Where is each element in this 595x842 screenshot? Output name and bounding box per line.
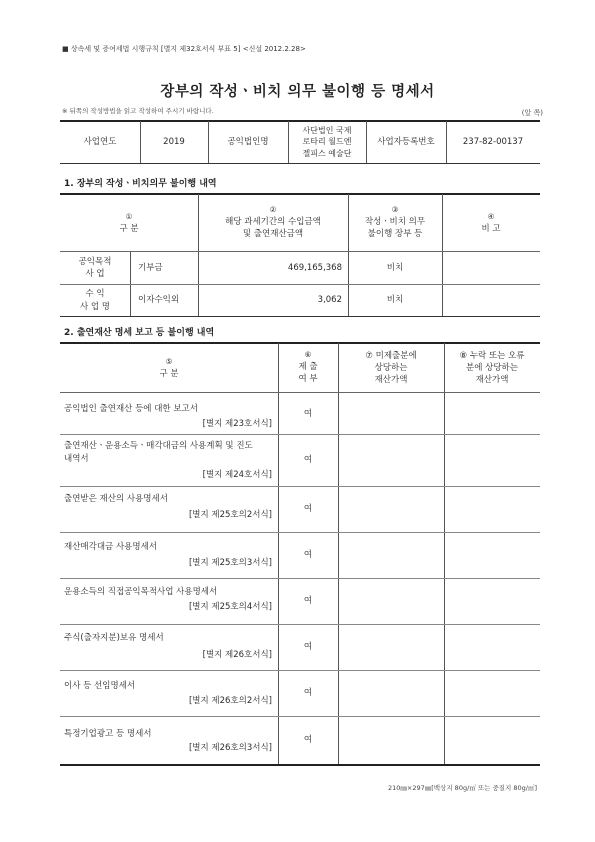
s2-row-submitted: 여 xyxy=(303,688,313,699)
s1-row-remark xyxy=(442,252,540,284)
corp-name-line: 사단법인 국제 xyxy=(302,125,352,135)
s2-row-form: [별지 제25호의2서식] xyxy=(188,510,272,520)
s2-row-form: [별지 제26호서식] xyxy=(202,650,272,660)
bottom-rule xyxy=(60,764,540,766)
s1-row-sub: 이자수익외 xyxy=(138,295,180,306)
s2-row-unsubmitted xyxy=(338,533,444,578)
s2-row-omitted xyxy=(444,533,540,578)
s2-header-omitted xyxy=(444,344,540,392)
s2-row-label: 출연받은 재산의 사용명세서 xyxy=(64,494,168,504)
cat-line: 수 익 xyxy=(85,289,105,300)
circle-num: ④ xyxy=(487,212,495,222)
header-text: 및 출연재산금액 xyxy=(242,229,304,240)
divider xyxy=(60,316,540,317)
s2-row-submitted: 여 xyxy=(303,550,313,561)
header-text: 재산가액 xyxy=(475,375,509,386)
s2-row-omitted xyxy=(444,435,540,486)
header-text: ⑧ 누락 또는 오류 xyxy=(459,350,525,361)
s1-header-amount xyxy=(198,196,348,250)
cat-line: 사 업 명 xyxy=(79,301,111,312)
corp-name-value xyxy=(288,121,366,163)
corp-name-label: 공익법인명 xyxy=(227,136,269,147)
page-title: 장부의 작성ㆍ비치 의무 불이행 등 명세서 xyxy=(160,84,435,100)
circle-num: ⑥ xyxy=(304,350,312,360)
s2-row-form: [별지 제25호의4서식] xyxy=(188,602,272,612)
s2-header-unsubmitted xyxy=(338,344,444,392)
header-text: 재산가액 xyxy=(374,375,408,386)
s2-header-category xyxy=(60,348,278,390)
s1-row-status: 비치 xyxy=(386,262,404,273)
s1-row-category xyxy=(60,252,130,284)
s2-row-omitted xyxy=(444,671,540,716)
s1-row-sub: 기부금 xyxy=(138,262,163,273)
section2-title: 2. 출연재산 명세 보고 등 불이행 내역 xyxy=(64,328,215,338)
s2-row-form: [별지 제24호서식] xyxy=(202,470,272,480)
s2-row-label: 이사 등 선임명세서 xyxy=(64,681,136,691)
s2-row-label: 공익법인 출연재산 등에 대한 보고서 xyxy=(64,404,198,414)
corp-name-line: 로타리 월드엔 xyxy=(302,137,352,147)
page-side-label: (앞 쪽) xyxy=(521,109,543,117)
s1-row-category xyxy=(60,285,130,316)
s2-header-submitted xyxy=(278,344,338,392)
s2-row-omitted xyxy=(444,717,540,764)
circle-num: ⑤ xyxy=(165,357,173,367)
s2-row-label: 출연재산ㆍ운용소득ㆍ매각대금의 사용계획 및 진도 xyxy=(64,441,253,451)
year-value: 2019 xyxy=(163,136,185,147)
header-text: 구 분 xyxy=(159,369,179,380)
s2-row-label: 내역서 xyxy=(64,454,89,464)
s1-row-status: 비치 xyxy=(386,295,404,306)
s1-header-ledger xyxy=(348,196,442,250)
corp-name-line: 젤피스 예술단 xyxy=(302,148,352,158)
s1-header-category xyxy=(60,200,198,248)
year-label: 사업연도 xyxy=(83,136,117,147)
s2-row-unsubmitted xyxy=(338,579,444,624)
regulation-header: ■ 상속세 및 증여세법 시행규칙 [별지 제32호서식 부표 5] <신설 2012.2.28> xyxy=(62,45,306,53)
s2-row-unsubmitted xyxy=(338,717,444,764)
header-text: 제 출 xyxy=(298,362,318,373)
s2-row-unsubmitted xyxy=(338,393,444,435)
s2-row-submitted: 여 xyxy=(303,408,313,419)
instruction-note: ※ 뒤쪽의 작성방법을 읽고 작성하여 주시기 바랍니다. xyxy=(62,107,214,115)
reg-number-value: 237-82-00137 xyxy=(462,136,524,147)
s2-row-omitted xyxy=(444,393,540,435)
s2-row-unsubmitted xyxy=(338,625,444,670)
s2-row-form: [별지 제25호의3서식] xyxy=(188,558,272,568)
section1-title: 1. 장부의 작성ㆍ비치의무 불이행 내역 xyxy=(64,179,217,189)
header-text: ⑦ 미제출분에 xyxy=(365,350,417,361)
header-text: 불이행 장부 등 xyxy=(367,229,423,240)
s1-row-remark xyxy=(442,285,540,316)
s2-row-submitted: 여 xyxy=(303,642,313,653)
header-text: 구 분 xyxy=(119,224,139,235)
circle-num: ② xyxy=(269,205,277,215)
paper-spec-footer: 210㎜×297㎜[백상지 80g/㎡ 또는 중질지 80g/㎡] xyxy=(387,784,537,792)
s1-header-remark xyxy=(442,200,540,248)
header-text: 상당하는 xyxy=(374,362,408,373)
s2-row-label: 주식(출자지분)보유 명세서 xyxy=(64,633,164,643)
header-text: 해당 과세기간의 수입금액 xyxy=(225,217,321,228)
s2-row-omitted xyxy=(444,579,540,624)
cat-line: 사 업 xyxy=(85,269,105,279)
s2-row-submitted: 여 xyxy=(303,504,313,515)
reg-number-label: 사업자등록번호 xyxy=(377,136,435,147)
s2-row-form: [별지 제23호서식] xyxy=(202,419,272,429)
s1-row-amount: 469,165,368 xyxy=(287,262,342,273)
s2-row-unsubmitted xyxy=(338,435,444,486)
s2-row-form: [별지 제26호의3서식] xyxy=(188,743,272,753)
header-text: 작성ㆍ비치 의무 xyxy=(364,217,426,228)
s1-row-amount: 3,062 xyxy=(317,295,342,306)
s2-row-unsubmitted xyxy=(338,487,444,532)
s2-row-submitted: 여 xyxy=(303,596,313,607)
s2-row-unsubmitted xyxy=(338,671,444,716)
s2-row-submitted: 여 xyxy=(303,455,313,466)
s2-row-label: 특정기업광고 등 명세서 xyxy=(64,729,152,739)
s2-row-label: 운용소득의 직접공익목적사업 사용명세서 xyxy=(64,587,218,597)
s2-row-form: [별지 제26호의2서식] xyxy=(188,696,272,706)
s2-row-omitted xyxy=(444,487,540,532)
circle-num: ① xyxy=(125,212,133,222)
s2-row-submitted: 여 xyxy=(303,735,313,746)
header-text: 분에 상당하는 xyxy=(466,362,518,373)
cat-line: 공익목적 xyxy=(78,256,112,267)
section1-rule xyxy=(60,193,540,195)
s2-row-omitted xyxy=(444,625,540,670)
divider xyxy=(60,163,540,164)
circle-num: ③ xyxy=(391,205,399,215)
header-text: 여 부 xyxy=(298,374,318,385)
s2-row-label: 재산매각대금 사용명세서 xyxy=(64,542,158,552)
header-text: 비 고 xyxy=(481,224,501,235)
